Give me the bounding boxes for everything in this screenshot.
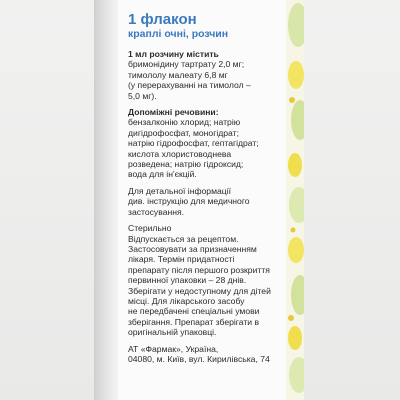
storage-line: препарату після першого розкриття (128, 264, 270, 275)
manufacturer-block (128, 344, 288, 365)
info-line: застосування. (128, 206, 185, 217)
package-title: 1 флакон (128, 11, 197, 28)
manufacturer-line: 04080, м. Київ, вул. Кирилівська, 74 (128, 353, 270, 364)
carton-text (128, 12, 288, 370)
storage-line: Зберігати у недоступному для дітей (128, 285, 271, 296)
composition-line: бримонідину тартрату 2,0 мг; (128, 59, 245, 70)
manufacturer-line: АТ «Фармак», Україна, (128, 343, 219, 354)
storage-line: оригінальній упаковці. (128, 327, 217, 338)
carton-side-edge (94, 0, 118, 400)
excipients-line: натрію гідрофосфат, гептагідрат; (128, 138, 259, 149)
storage-line: лікаря. Термін придатності (128, 254, 235, 265)
storage-line: зберігання. Препарат зберігати в (128, 316, 260, 327)
info-line: Для детальної інформації (128, 185, 231, 196)
composition-heading: 1 мл розчину містить (128, 49, 219, 59)
storage-line: Застосовувати за призначенням (128, 243, 257, 254)
storage-line: Стерильно (128, 223, 172, 234)
storage-block (128, 223, 288, 337)
dosage-form: краплі очні, розчин (128, 28, 229, 40)
composition-line: 5,0 мг). (128, 90, 157, 101)
info-line: див. інструкцію для медичного (128, 196, 250, 207)
excipients-line: бензалконію хлорид; натрію (128, 117, 241, 128)
composition-block (128, 49, 288, 101)
storage-line: не передбачені спеціальні умови (128, 306, 260, 317)
excipients-heading: Допоміжні речовини: (128, 107, 219, 118)
excipients-line: розведена; натрію гідроксид; (128, 159, 244, 170)
excipients-line: дигідрофосфат, моногідрат; (128, 127, 239, 138)
storage-line: первинної упаковки – 28 днів. (128, 275, 247, 286)
excipients-line: кислота хлористоводнева (128, 148, 232, 159)
excipients-line: вода для ін'єкцій. (128, 169, 197, 180)
composition-line: (у перерахуванні на тимолол – (128, 80, 251, 91)
storage-line: Відпускається за рецептом. (128, 233, 239, 244)
composition-line: тимололу малеату 6,8 мг (128, 69, 228, 80)
info-block (128, 186, 288, 217)
excipients-block (128, 107, 288, 180)
storage-line: місці. Для лікарського засобу (128, 295, 245, 306)
